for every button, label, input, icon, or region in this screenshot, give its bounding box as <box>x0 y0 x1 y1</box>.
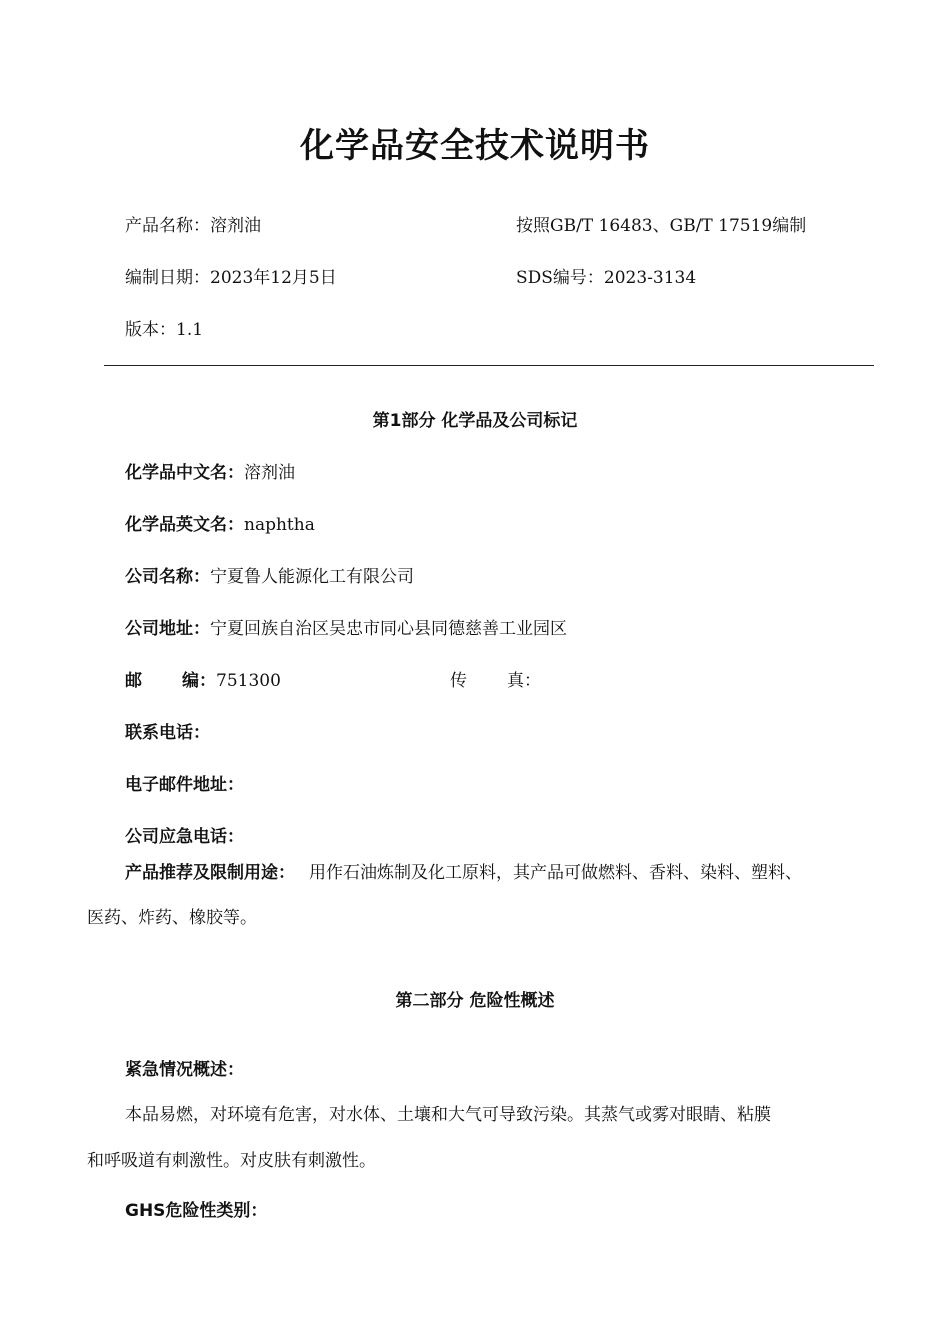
date-value: 2023年12月5日 <box>210 268 337 288</box>
overview-text-1: 本品易燃，对环境有危害，对水体、土壤和大气可导致污染。其蒸气或雾对眼睛、粘膜 <box>125 1105 771 1125</box>
document-title: 化学品安全技术说明书 <box>300 126 650 166</box>
company-name-value: 宁夏鲁人能源化工有限公司 <box>210 567 414 587</box>
ghs-category-label: GHS危险性类别： <box>125 1201 268 1221</box>
version-value: 1.1 <box>176 320 204 340</box>
fax-label-a: 传 <box>450 671 467 691</box>
usage-line-1 <box>125 851 802 896</box>
sds-value: 2023-3134 <box>603 268 697 288</box>
postcode-label-a: 邮 <box>125 671 142 691</box>
chem-en-name-label: 化学品英文名： <box>125 515 244 535</box>
company-address-label: 公司地址： <box>125 619 210 639</box>
chem-cn-name-value: 溶剂油 <box>244 463 295 483</box>
standard-reference: 按照GB/T 16483、GB/T 17519编制 <box>516 216 807 236</box>
company-name-label: 公司名称： <box>125 567 210 587</box>
usage-text-2: 医药、炸药、橡胶等。 <box>87 908 257 928</box>
version-line <box>125 315 203 340</box>
usage-label: 产品推荐及限制用途： <box>125 863 295 883</box>
company-address-line <box>125 614 567 639</box>
date-line <box>125 263 337 288</box>
emergency-overview-label: 紧急情况概述： <box>125 1060 244 1080</box>
postcode-label-b: 编： <box>182 671 216 691</box>
date-label: 编制日期： <box>125 268 210 288</box>
fax-label-b: 真： <box>507 671 541 691</box>
product-name-value: 溶剂油 <box>210 216 261 236</box>
product-name-line <box>125 211 261 236</box>
postcode-line <box>125 666 281 691</box>
chem-en-name-line <box>125 510 315 535</box>
section-1-heading: 第1部分 化学品及公司标记 <box>372 411 578 431</box>
contact-phone-label: 联系电话： <box>125 723 210 743</box>
sds-label: SDS编号： <box>516 268 604 288</box>
section-2-heading: 第二部分 危险性概述 <box>395 991 555 1011</box>
chem-en-name-value: naphtha <box>244 515 315 535</box>
emergency-phone-label: 公司应急电话： <box>125 827 244 847</box>
company-name-line <box>125 562 414 587</box>
company-address-value: 宁夏回族自治区吴忠市同心县同德慈善工业园区 <box>210 619 567 639</box>
usage-text-1: 用作石油炼制及化工原料，其产品可做燃料、香料、染料、塑料、 <box>309 863 802 883</box>
version-label: 版本： <box>125 320 176 340</box>
header-divider <box>104 365 874 366</box>
overview-text-2: 和呼吸道有刺激性。对皮肤有刺激性。 <box>87 1151 376 1171</box>
fax-line <box>450 666 541 691</box>
sds-number-line <box>516 263 696 288</box>
postcode-value: 751300 <box>216 671 281 691</box>
chem-cn-name-line <box>125 458 295 483</box>
product-name-label: 产品名称： <box>125 216 210 236</box>
chem-cn-name-label: 化学品中文名： <box>125 463 244 483</box>
email-label: 电子邮件地址： <box>125 775 244 795</box>
